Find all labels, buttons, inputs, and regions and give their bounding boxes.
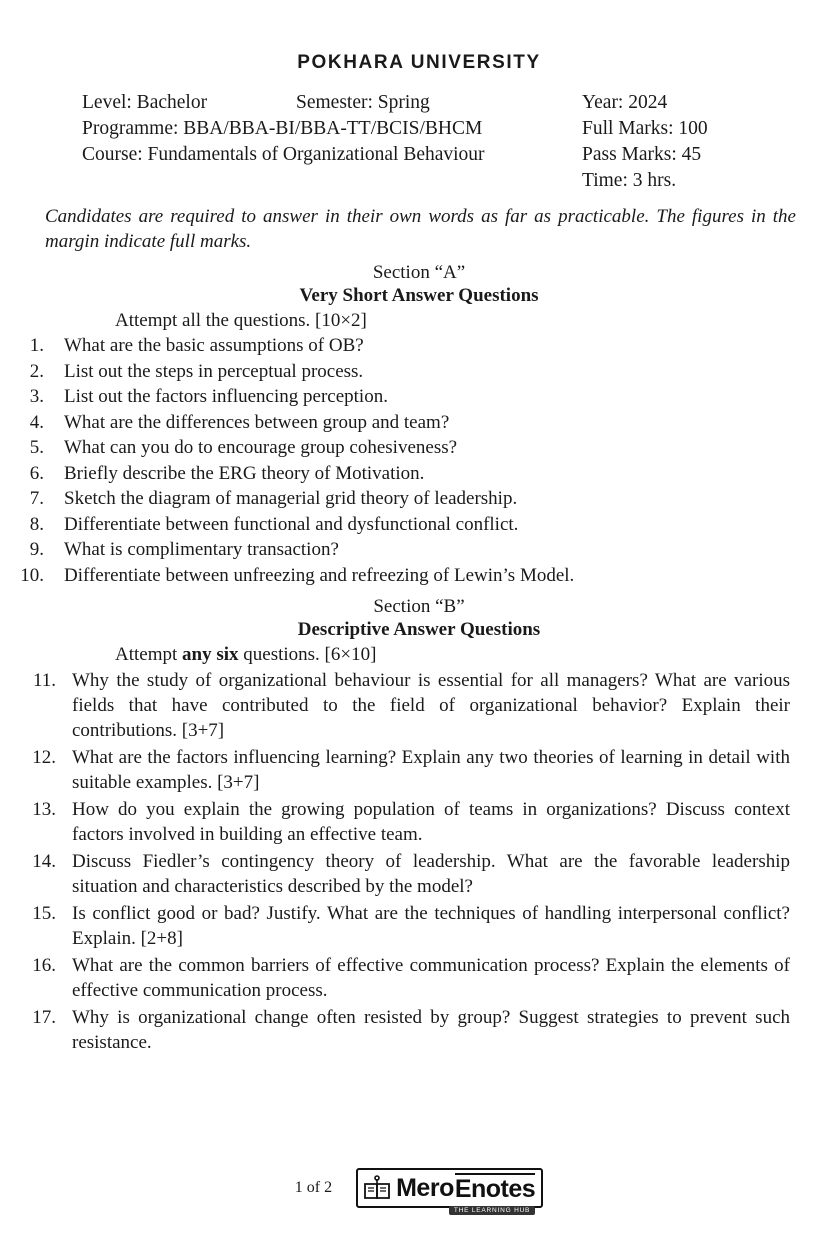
question-text: Differentiate between functional and dysfunctional conflict.	[64, 513, 519, 535]
list-item	[0, 360, 838, 385]
question-number: 11.	[32, 670, 56, 691]
question-number: 12.	[32, 747, 56, 768]
question-number: 2.	[29, 360, 44, 382]
logo-enotes-text: Enotes	[454, 1174, 536, 1203]
question-text: What can you do to encourage group cohesiveness?	[64, 437, 458, 458]
list-item	[0, 668, 838, 743]
question-number: 10.	[20, 564, 44, 586]
question-text: What are the common barriers of effective communication process? Explain the elements of effective communication process.	[72, 955, 790, 1001]
list-item	[0, 1005, 838, 1055]
section-b-title: Section “B”	[373, 596, 465, 617]
list-item	[0, 901, 838, 951]
question-number: 16.	[32, 955, 56, 976]
book-icon	[360, 1171, 394, 1205]
header-year: Year: 2024	[582, 92, 668, 113]
section-a	[0, 262, 838, 588]
header-row-programme	[82, 116, 778, 142]
header-time: Time: 3 hrs.	[582, 170, 677, 191]
header-semester: Semester: Spring	[296, 92, 430, 113]
header-row-time	[82, 168, 778, 194]
candidate-instructions: Candidates are required to answer in their own words as far as practicable. The figures in the margin indicate full marks.	[45, 206, 796, 252]
question-text: List out the steps in perceptual process.	[64, 360, 364, 382]
section-a-title: Section “A”	[372, 262, 466, 283]
list-item	[0, 385, 838, 410]
question-number: 7.	[29, 488, 44, 509]
meroenotes-logo	[356, 1168, 543, 1214]
list-item	[0, 849, 838, 899]
attempt-emphasis: any six	[182, 644, 239, 665]
logo-tagline: THE LEARNING HUB	[449, 1206, 535, 1215]
question-text: List out the factors influencing perception.	[64, 386, 388, 407]
list-item	[0, 953, 838, 1003]
question-number: 1.	[29, 335, 44, 356]
list-item	[0, 797, 838, 847]
section-b-question-list	[0, 668, 838, 1055]
list-item	[0, 436, 838, 461]
section-b-subtitle: Descriptive Answer Questions	[297, 619, 541, 640]
question-text: Briefly describe the ERG theory of Motivation.	[64, 462, 425, 484]
list-item	[0, 487, 838, 512]
question-text: How do you explain the growing population of teams in organizations? Discuss context factors involved in building an effective team.	[72, 799, 790, 845]
question-number: 4.	[29, 411, 44, 433]
header-programme: Programme: BBA/BBA-BI/BBA-TT/BCIS/BHCM	[82, 118, 483, 139]
question-number: 17.	[32, 1007, 56, 1028]
header-course: Course: Fundamentals of Organizational Behaviour	[82, 144, 485, 165]
exam-paper-page	[0, 52, 838, 1242]
question-number: 14.	[32, 851, 56, 872]
list-item	[0, 411, 838, 436]
list-item	[0, 564, 838, 589]
page-footer	[0, 1168, 838, 1214]
question-text: What is complimentary transaction?	[64, 539, 339, 560]
header-pass-marks: Pass Marks: 45	[582, 144, 702, 165]
list-item	[0, 538, 838, 563]
section-b	[0, 596, 838, 1055]
header-level: Level: Bachelor	[82, 92, 208, 113]
logo-mero-text: Mero	[396, 1173, 454, 1202]
exam-header-block	[0, 90, 838, 194]
question-number: 15.	[32, 903, 56, 924]
question-number: 5.	[29, 437, 44, 458]
section-a-subtitle: Very Short Answer Questions	[299, 285, 539, 306]
question-number: 8.	[29, 513, 44, 535]
question-number: 13.	[32, 799, 56, 820]
question-text: What are the factors influencing learning? Explain any two theories of learning in detail with suitable examples. [3+7]	[72, 747, 790, 793]
question-text: Is conflict good or bad? Justify. What are the techniques of handling interpersonal conflict? Explain. [2+8]	[72, 903, 790, 949]
list-item	[0, 462, 838, 487]
header-row-level	[82, 90, 778, 116]
attempt-prefix: Attempt	[115, 644, 183, 665]
list-item	[0, 334, 838, 359]
header-row-course	[82, 142, 778, 168]
attempt-suffix: questions. [6×10]	[238, 644, 377, 665]
question-text: Discuss Fiedler’s contingency theory of leadership. What are the favorable leadership situation and characteristics described by the model?	[72, 851, 790, 897]
header-full-marks: Full Marks: 100	[582, 118, 708, 139]
question-number: 3.	[29, 386, 44, 407]
question-number: 9.	[29, 539, 44, 560]
list-item	[0, 513, 838, 538]
page-title: POKHARA UNIVERSITY	[297, 52, 541, 73]
question-text: Why the study of organizational behaviour is essential for all managers? What are various fields that have contributed to the field of organizational behavior? Explain their contributions. [3+7]	[72, 670, 790, 741]
section-b-attempt	[0, 644, 838, 666]
list-item	[0, 745, 838, 795]
page-number: 1 of 2	[294, 1179, 333, 1196]
question-text: Differentiate between unfreezing and refreezing of Lewin’s Model.	[64, 564, 575, 586]
question-text: Sketch the diagram of managerial grid theory of leadership.	[64, 488, 518, 509]
section-a-attempt: Attempt all the questions. [10×2]	[115, 310, 367, 331]
question-number: 6.	[29, 462, 44, 484]
question-text: What are the differences between group and team?	[64, 411, 450, 433]
question-text: What are the basic assumptions of OB?	[64, 335, 364, 356]
section-a-question-list	[0, 334, 838, 588]
question-text: Why is organizational change often resisted by group? Suggest strategies to prevent such resistance.	[72, 1007, 790, 1053]
